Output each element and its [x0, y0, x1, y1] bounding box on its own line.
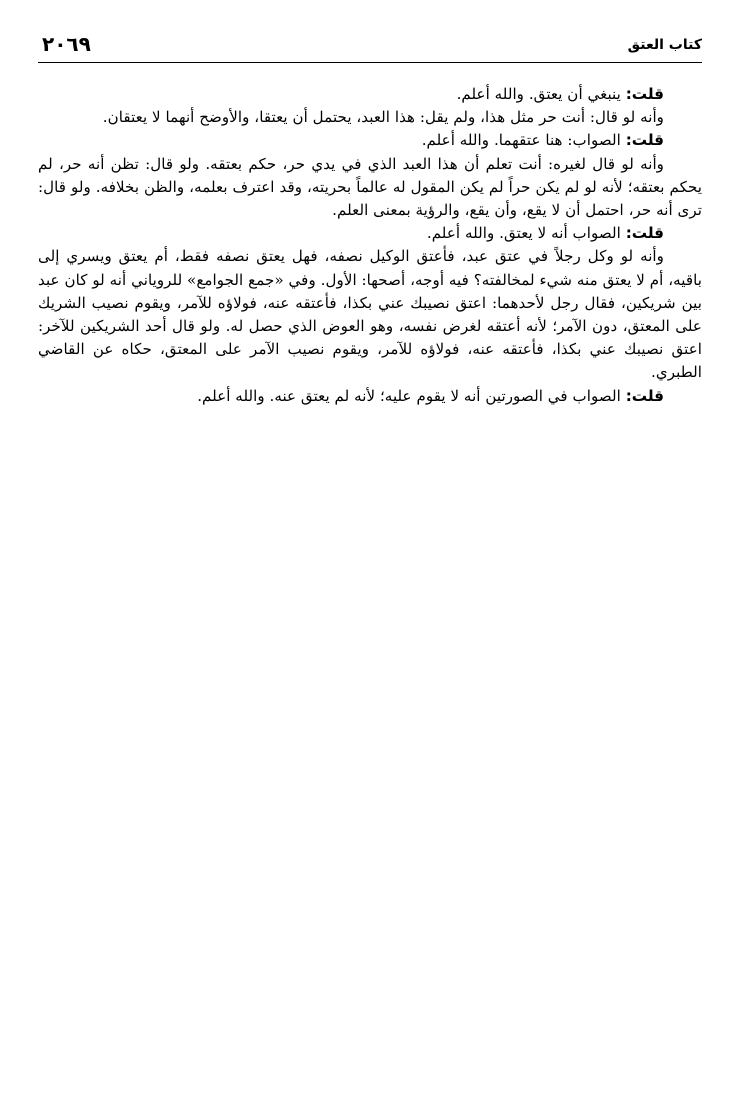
paragraph-text: الصواب أنه لا يعتق. والله أعلم.: [426, 224, 626, 243]
qult-label: قلت:: [625, 224, 664, 243]
qult-paragraph: [38, 83, 702, 106]
paragraph: وأنه لو قال لغيره: أنت تعلم أن هذا العبد الذي في يدي حر، حكم بعتقه. ولو قال: تظن أنه حر، لم يحكم بعتقه؛ لأنه لو لم يكن حراً لم يكن المقول له عالماً بحريته، وقد اعترف بعلمه، والظن بخلافه. ولو قال: ترى أنه حر، احتمل أن لا يقع، وأن يقع، والرؤية بمعنى العلم.: [38, 154, 702, 220]
page-number: ٢٠٦٩: [42, 32, 91, 56]
qult-paragraph: [38, 129, 702, 152]
paragraph: وأنه لو وكل رجلاً في عتق عبد، فأعتق الوكيل نصفه، فهل يعتق نصفه فقط، أم يعتق ويسري إلى باقيه، أم لا يعتق منه شيء لمخالفته؟ فيه أوجه، أصحها: الأول. وفي «جمع الجوامع» للروياني أنه لو كان عبد بين شريكين، فقال رجل لأحدهما: اعتق نصيبك عني بكذا، فأعتقه عنه، فولاؤه للآمر، ويقوم نصيب الشريك على المعتق، دون الآمر؛ لأنه أعتقه لغرض نفسه، وهو العوض الذي حصل له. ولو قال أحد الشريكين للآخر: اعتق نصيبك عني بكذا، فأعتقه عنه، فولاؤه للآمر، ويقوم نصيب الآمر على المعتق، حكاه عن القاضي الطبري.: [38, 247, 702, 382]
main-text: [38, 83, 702, 408]
qult-label: قلت:: [625, 131, 664, 150]
paragraph: وأنه لو قال: أنت حر مثل هذا، ولم يقل: هذا العبد، يحتمل أن يعتقا، والأوضح أنهما لا يعتقان.: [102, 108, 664, 127]
paragraph-text: الصواب: هنا عتقهما. والله أعلم.: [421, 131, 626, 150]
qult-label: قلت:: [625, 85, 664, 103]
running-title: كتاب العتق: [627, 37, 702, 53]
qult-paragraph: [38, 385, 702, 408]
qult-paragraph: [38, 222, 702, 245]
page-header: [38, 28, 702, 60]
qult-label: قلت:: [625, 386, 664, 405]
header-divider: [38, 62, 702, 63]
paragraph-text: ينبغي أن يعتق. والله أعلم.: [456, 85, 626, 103]
paragraph-text: الصواب في الصورتين أنه لا يقوم عليه؛ لأنه لم يعتق عنه. والله أعلم.: [197, 386, 626, 405]
